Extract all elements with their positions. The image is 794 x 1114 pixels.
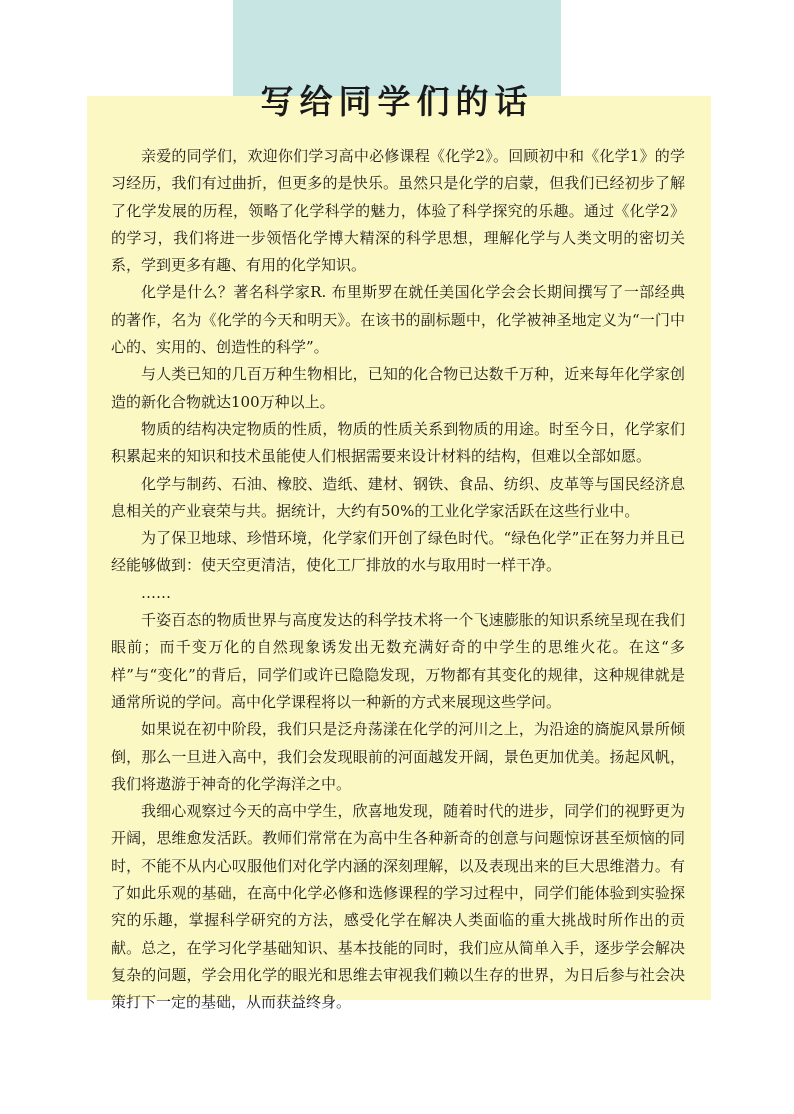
paragraph-ellipsis: …… (141, 583, 171, 602)
paragraph-structure-property: 物质的结构决定物质的性质，物质的性质关系到物质的用途。时至今日，化学家们积累起来的知识和技术虽能使人们根据需要来设计材料的结构，但难以全部如愿。 (111, 419, 685, 466)
paragraph-industry: 化学与制药、石油、橡胶、造纸、建材、钢铁、食品、纺织、皮革等与国民经济息息相关的产业衰荣与共。据统计，大约有50%的工业化学家活跃在这些行业中。 (111, 474, 685, 520)
page-title: 写给同学们的话 (260, 82, 534, 121)
paragraph-greeting: 亲爱的同学们，欢迎你们学习高中必修课程《化学2》。回顾初中和《化学1》的学习经历，我们有过曲折，但更多的是快乐。虽然只是化学的启蒙，但我们已经初步了解了化学发展的历程，领略了化学科学的魅力，体验了科学探究的乐趣。通过《化学2》的学习，我们将进一步领悟化学博大精深的科学思想，理解化学与人类文明的密切关系，学到更多有趣、有用的化学知识。 (111, 147, 685, 275)
paragraph-knowledge-system: 千姿百态的物质世界与高度发达的科学技术将一个飞速膨胀的知识系统呈现在我们眼前；而千变万化的自然现象诱发出无数充满好奇的中学生的思维火花。在这“多样”与“变化”的背后，同学们或许已隐隐发现，万物都有其变化的规律，这种规律就是通常所说的学问。高中化学课程将以一种新的方式来展现这些学问。 (111, 611, 685, 711)
paragraph-green-chemistry: 为了保卫地球、珍惜环境，化学家们开创了绿色时代。“绿色化学”正在努力并且已经能够做到：使天空更清洁，使化工厂排放的水与取用时一样干净。 (111, 529, 685, 575)
paragraph-what-is-chemistry: 化学是什么？著名科学家R. 布里斯罗在就任美国化学会会长期间撰写了一部经典的著作，名为《化学的今天和明天》。在该书的副标题中，化学被神圣地定义为“一门中心的、实用的、创造性的科学”。 (111, 283, 685, 357)
paragraph-river-metaphor: 如果说在初中阶段，我们只是泛舟荡漾在化学的河川之上，为沿途的旖旎风景所倾倒，那么一旦进入高中，我们会发现眼前的河面越发开阔，景色更加优美。扬起风帆，我们将遨游于神奇的化学海洋之中。 (111, 720, 685, 793)
letter-body (111, 143, 685, 1017)
paragraph-compounds: 与人类已知的几百万种生物相比，已知的化合物已达数千万种，近来每年化学家创造的新化合物就达100万种以上。 (111, 365, 685, 411)
paragraph-closing: 我细心观察过今天的高中学生，欣喜地发现，随着时代的进步，同学们的视野更为开阔，思维愈发活跃。教师们常常在为高中生各种新奇的创意与问题惊讶甚至烦恼的同时，不能不从内心叹服他们对化学内涵的深刻理解，以及表现出来的巨大思维潜力。有了如此乐观的基础，在高中化学必修和选修课程的学习过程中，同学们能体验到实验探究的乐趣，掌握科学研究的方法，感受化学在解决人类面临的重大挑战时所作出的贡献。总之，在学习化学基础知识、基本技能的同时，我们应从简单入手，逐步学会解决复杂的问题，学会用化学的眼光和思维去审视我们赖以生存的世界，为日后参与社会决策打下一定的基础，从而获益终身。 (111, 802, 685, 1012)
